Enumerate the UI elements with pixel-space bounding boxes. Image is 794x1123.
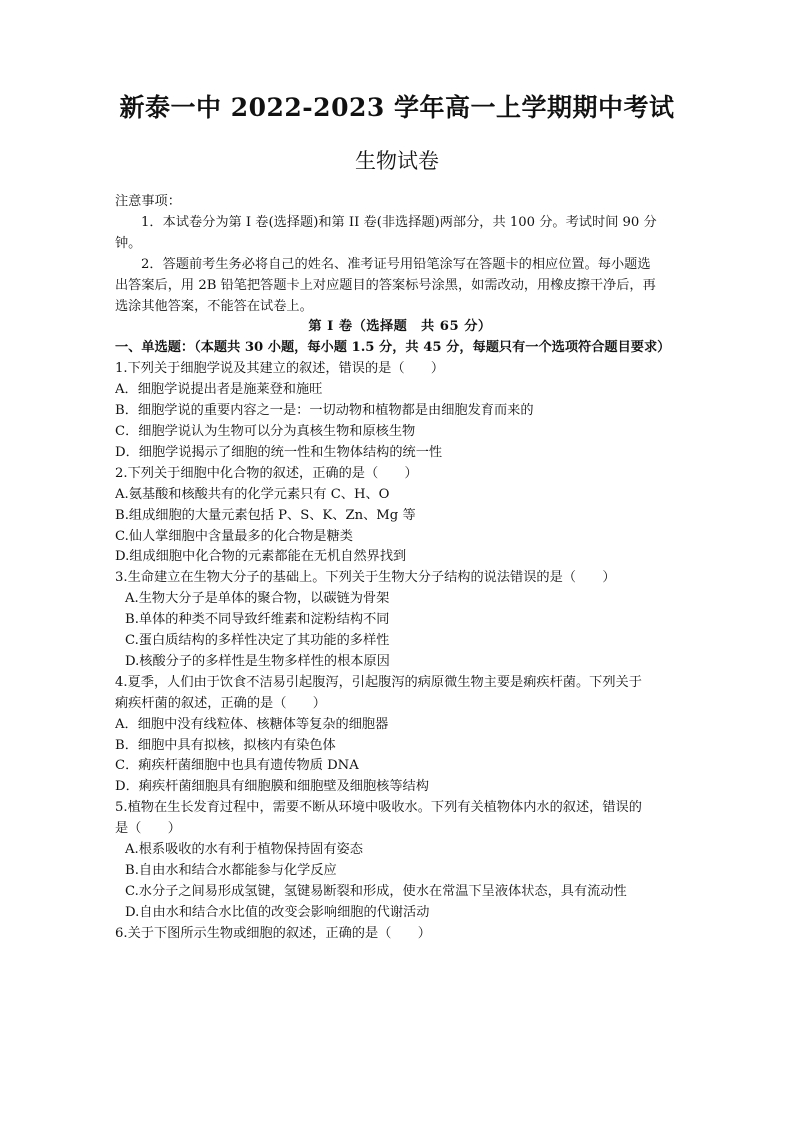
option-a: A．细胞中没有线粒体、核糖体等复杂的细胞器 [115, 716, 389, 732]
notice-item-1-line-2: 钟。 [115, 235, 142, 251]
question-stem: 6.关于下图所示生物或细胞的叙述，正确的是（ ） [115, 925, 431, 941]
option-c: C.蛋白质结构的多样性决定了其功能的多样性 [125, 633, 390, 649]
option-a: A.生物大分子是单体的聚合物，以碳链为骨架 [125, 591, 390, 607]
option-a: A.根系吸收的水有利于植物保持固有姿态 [125, 842, 363, 858]
question-stem-line-2: 是（ ） [115, 821, 181, 837]
question-stem-line-1: 5.植物在生长发育过程中，需要不断从环境中吸收水。下列有关植物体内水的叙述，错误的 [115, 800, 642, 816]
option-b: B．细胞中具有拟核，拟核内有染色体 [115, 737, 336, 753]
option-c: C.仙人掌细胞中含量最多的化合物是糖类 [115, 528, 353, 544]
question-stem: 1.下列关于细胞学说及其建立的叙述，错误的是（ ） [115, 361, 445, 377]
option-d: D.自由水和结合水比值的改变会影响细胞的代谢活动 [125, 904, 430, 920]
option-d: D.组成细胞中化合物的元素都能在无机自然界找到 [115, 549, 407, 565]
question-stem-line-2: 痢疾杆菌的叙述，正确的是（ ） [115, 695, 326, 711]
option-b: B.自由水和结合水都能参与化学反应 [125, 863, 337, 878]
section-single-choice-title: 一、单选题：（本题共 30 小题，每小题 1.5 分，共 45 分，每题只有一个选项符合题目要求） [115, 340, 671, 356]
option-d: D．痢疾杆菌细胞具有细胞膜和细胞壁及细胞核等结构 [115, 779, 429, 795]
question-stem-line-1: 4.夏季，人们由于饮食不洁易引起腹泻，引起腹泻的病原微生物主要是痢疾杆菌。下列关于 [115, 674, 642, 690]
option-c: C．痢疾杆菌细胞中也具有遗传物质 DNA [115, 758, 359, 774]
part-1-title: 第 Ⅰ 卷（选择题 共 65 分） [308, 319, 492, 335]
exam-title: 新泰一中 2022-2023 学年高一上学期期中考试 [119, 93, 675, 122]
option-a: A．细胞学说提出者是施莱登和施旺 [115, 382, 323, 398]
option-b: B．细胞学说的重要内容之一是：一切动物和植物都是由细胞发育而来的 [115, 403, 534, 419]
exam-subtitle: 生物试卷 [355, 149, 439, 173]
question-2 [115, 464, 685, 569]
question-stem: 3.生命建立在生物大分子的基础上。下列关于生物大分子结构的说法错误的是（ ） [115, 570, 616, 586]
option-b: B.组成细胞的大量元素包括 P、S、K、Zn、Mg 等 [115, 507, 416, 523]
notice-item-2-line-1: 2．答题前考生务必将自己的姓名、准考证号用铅笔涂写在答题卡的相应位置。每小题选 [141, 256, 651, 272]
notice-item-2-line-2: 出答案后，用 2B 铅笔把答题卡上对应题目的答案标号涂黑，如需改动，用橡皮擦干净后，再 [115, 277, 656, 293]
option-b: B.单体的种类不同导致纤维素和淀粉结构不同 [125, 612, 390, 628]
notice-item-1-line-1: 1．本试卷分为第 I 卷(选择题)和第 II 卷(非选择题)两部分，共 100 分。考试时间 90 分 [141, 214, 657, 230]
question-1 [115, 359, 685, 464]
option-d: D.核酸分子的多样性是生物多样性的根本原因 [125, 653, 390, 669]
question-5 [115, 798, 685, 923]
question-4 [115, 673, 685, 798]
option-c: C.水分子之间易形成氢键，氢键易断裂和形成，使水在常温下呈液体状态，具有流动性 [125, 883, 627, 899]
question-6 [115, 924, 685, 945]
notice-item-2-line-3: 选涂其他答案，不能答在试卷上。 [115, 298, 313, 314]
option-c: C．细胞学说认为生物可以分为真核生物和原核生物 [115, 423, 416, 439]
notice-heading: 注意事项： [115, 194, 181, 209]
question-stem: 2.下列关于细胞中化合物的叙述，正确的是（ ） [115, 465, 418, 481]
exam-body [115, 192, 685, 945]
option-d: D．细胞学说揭示了细胞的统一性和生物体结构的统一性 [115, 444, 443, 460]
question-3 [115, 568, 685, 673]
option-a: A.氨基酸和核酸共有的化学元素只有 C、H、O [115, 486, 390, 502]
